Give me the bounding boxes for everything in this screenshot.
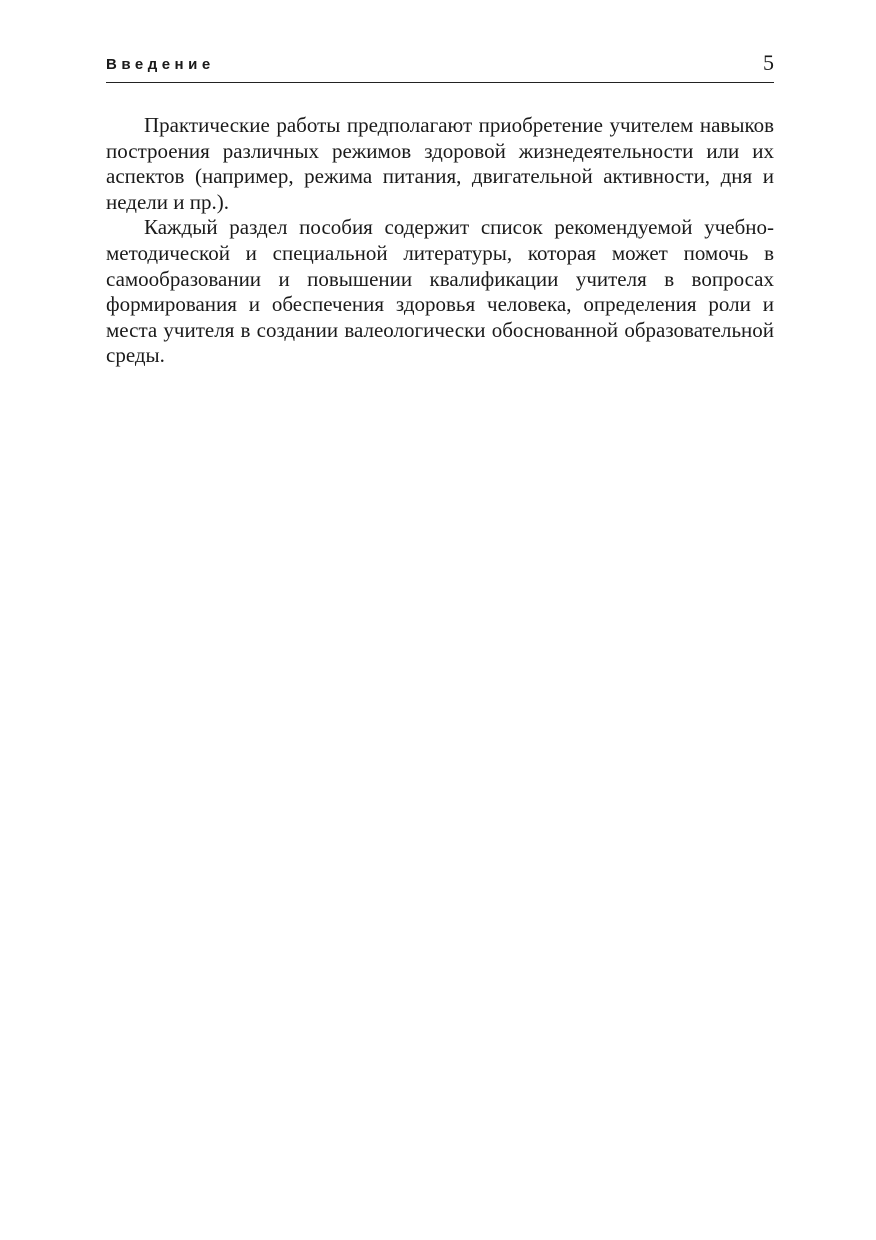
page-number: 5 <box>763 50 774 75</box>
section-title: Введение <box>106 56 215 73</box>
paragraph-practical-work: Практические работы предполагают приобретение учителем навыков построения различных режимов здоровой жизнедеятельности или их аспектов (например, режима питания, двигательной активности, дня и недели и пр.). <box>106 113 774 214</box>
running-header <box>106 50 774 83</box>
paragraph-literature-list: Каждый раздел пособия содержит список рекомендуемой учебно-методической и специальной литературы, которая может помочь в самообразовании и повышении квалификации учителя в вопросах формирования и обеспечения здоровья человека, определения роли и места учителя в создании валеологически обоснованной образовательной среды. <box>106 215 774 368</box>
body-text <box>106 113 774 369</box>
